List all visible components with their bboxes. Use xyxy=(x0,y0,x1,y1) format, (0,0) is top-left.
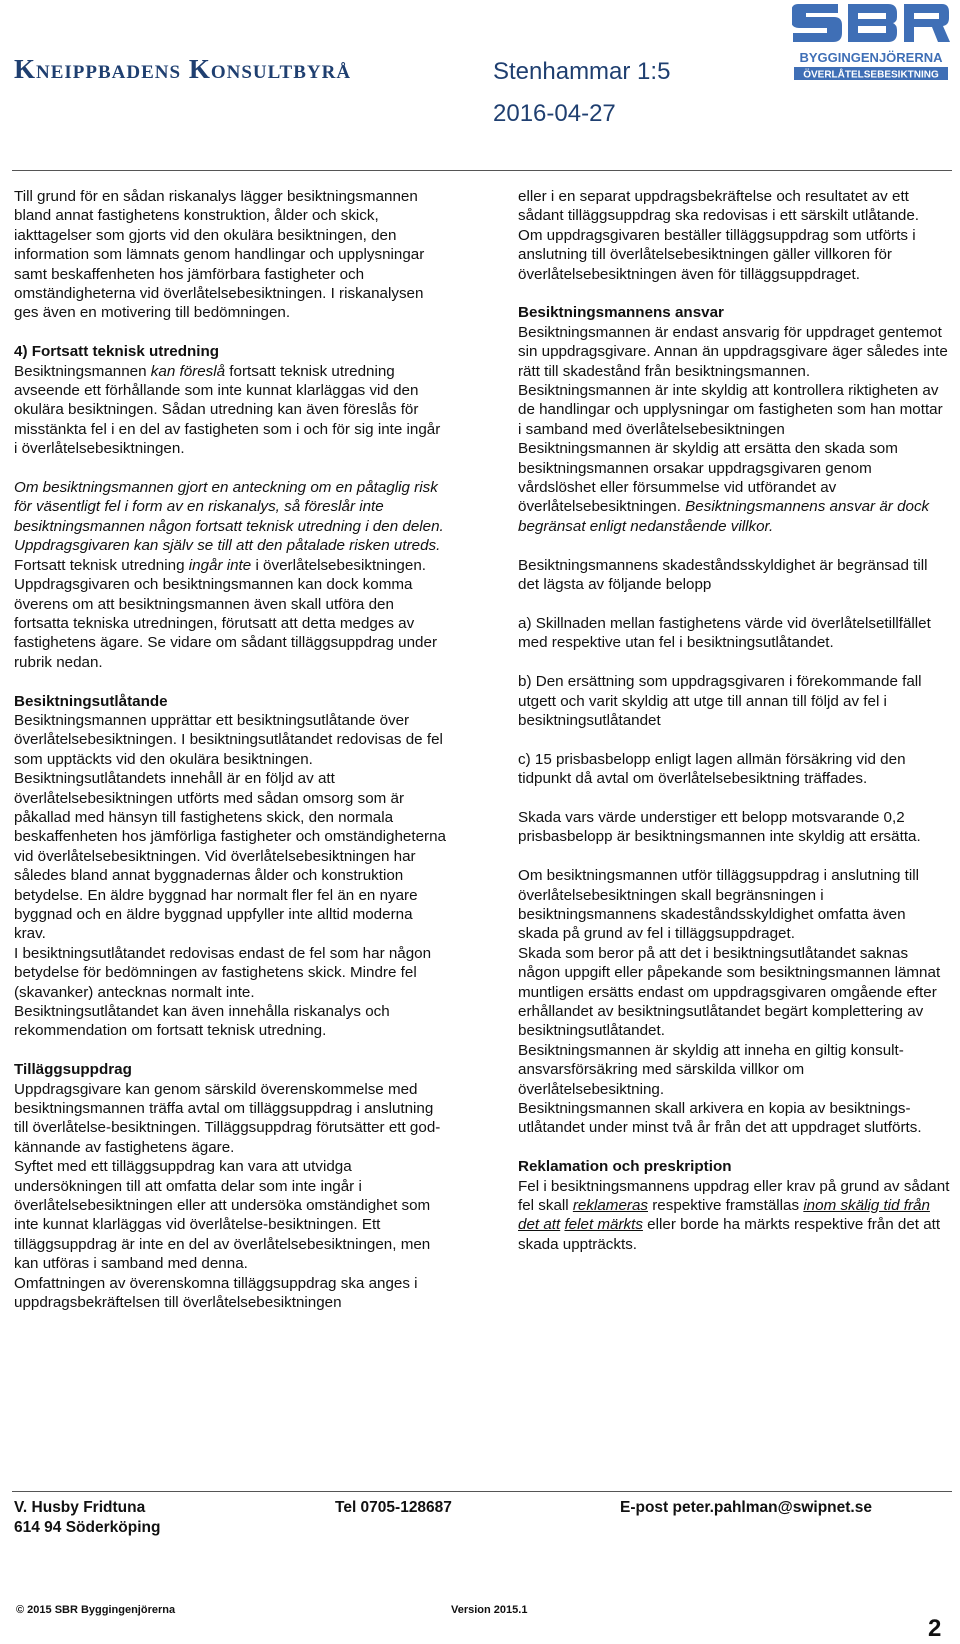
text-run: Besiktningsmannen är skyldig att ersätta den skada som besiktningsmannen orsakar uppdragsgivaren genom vårdslöshet eller försummelse vid utförandet av överlåtelsebesiktningen. xyxy=(518,440,898,516)
reklamation-text xyxy=(518,1177,950,1255)
text-run-underlined: inom skälig tid från det att xyxy=(518,1197,930,1234)
tillagg-text-3: Omfattningen av överenskomna tilläggsuppdrag ska anges i uppdragsbekräftelsen till överlåtelsebesiktningen xyxy=(14,1274,418,1312)
fortsatt-utredning-text xyxy=(14,362,446,459)
footer-address: 614 94 Söderköping xyxy=(14,1519,161,1536)
footer-phone: Tel 0705-128687 xyxy=(335,1499,452,1516)
sbr-logo xyxy=(792,2,950,82)
tillagg-cont-text-1: eller i en separat uppdragsbekräftelse och resultatet av ett sådant tilläggsuppdrag ska redovisas i ett särskilt utlåtande. xyxy=(518,188,920,225)
heading-fortsatt-utredning: 4) Fortsatt teknisk utredning xyxy=(14,343,220,361)
text-run: i överlåtelsebesiktningen. Uppdragsgivaren och besiktningsmannen kan dock komma överens om att besiktningsmannen även skall utföra den fortsatta tekniska utredningen, förutsatt att detta medges av fastighetens ägare. Se vidare om sådant tilläggsuppdrag under rubrik nedan. xyxy=(14,556,437,671)
section-fortsatt-utredning xyxy=(14,342,446,458)
utlatande-text-2: Besiktningsutlåtandets innehåll är en följd av att överlåtelsebesiktningen utförts med sådan omsorg som är påkallad med hänsyn till fastighetens skick, den normala beskaffenheten hos jämförliga fastigheter och omständigheterna vid överlåtelsebesiktningen. Vid överlåtelsebesiktningen har således bland annat byggnadernas ålder och konstruktion betydelse. En äldre byggnad har normalt fler fel än en nyare byggnad och en äldre byggnad uppfyller inte alltid moderna krav. xyxy=(14,770,446,943)
text-run-underlined: felet märkts xyxy=(564,1216,643,1234)
heading-ansvar: Besiktningsmannens ansvar xyxy=(518,304,724,322)
ansvar-text-1: Besiktningsmannen är endast ansvarig för uppdraget gentemot sin uppdragsgivare. Annan än uppdragsgivare äger således inte rätt till skadestånd från besiktningsmannen. xyxy=(518,323,948,380)
text-run: respektive framställas xyxy=(648,1197,804,1214)
limit-item-a: a) Skillnaden mellan fastighetens värde vid överlåtelsetillfället med respektive utan fel i besiktningsutlåtandet. xyxy=(518,614,931,652)
tillagg-continued xyxy=(518,187,950,284)
limit-item-c: c) 15 prisbasbelopp enligt lagen allmän försäkring vid den tidpunkt då avtal om överlåtelsebesiktning träffades. xyxy=(518,750,906,788)
utlatande-text-3: I besiktningsutlåtandet redovisas endast de fel som har någon betydelse för bedömningen av fastighetens skick. Mindre fel (skavanker) antecknas normalt inte. xyxy=(14,944,432,1001)
text-run: Besiktningsmannen xyxy=(14,362,151,380)
text-run: Fortsatt teknisk utredning xyxy=(14,556,189,574)
heading-besiktningsutlatande: Besiktningsutlåtande xyxy=(14,692,168,710)
document-date: 2016-04-27 xyxy=(493,100,616,127)
skada-threshold: Skada vars värde understiger ett belopp motsvarande 0,2 prisbasbelopp är besiktningsmannen inte skyldig att ersätta. xyxy=(518,808,921,846)
section-ansvar xyxy=(518,303,950,536)
page-number: 2 xyxy=(928,1615,942,1642)
sbr-logo-mark xyxy=(792,2,950,82)
section-reklamation xyxy=(518,1157,950,1254)
risk-note-italic: Om besiktningsmannen gjort en anteckning om en påtaglig risk för väsentligt fel i form av en riskanalys, så föreslår inte besiktningsmannen någon fortsatt teknisk utredning i den delen. xyxy=(14,479,444,535)
footer-rule xyxy=(12,1491,952,1492)
tillagg-cont-text-2: Om uppdragsgivaren beställer tilläggsuppdrag som utförts i anslutning till överlåtelsebesiktningen gäller villkoren för överlåtelsebesiktningen även för tilläggsuppdraget. xyxy=(518,226,916,283)
copyright: © 2015 SBR Byggingenjörerna xyxy=(16,1604,176,1616)
ansvar-text-2: Besiktningsmannen är inte skyldig att kontrollera riktigheten av de handlingar och upplysningar om fastigheten som han mottar i samband med överlåtelsebesiktningen xyxy=(518,382,943,438)
text-run: eller borde ha märkts respektive från det att skada uppträckts. xyxy=(518,1216,941,1253)
utlatande-text-1: Besiktningsmannen upprättar ett besiktningsutlåtande över överlåtelsebesiktningen. I besiktningsutlåtandet redovisas de fel som upptäckts vid den okulära besiktningen. xyxy=(14,711,443,768)
tillagg-text-2: Syftet med ett tilläggsuppdrag kan vara att utvidga undersökningen till att omfatta delar som inte ingår i överlåtelsebesiktningen eller att undersöka omständighet som inte kunnat klarläggas vid överlåtelse-besiktningen. Ett tilläggsuppdrag är inte en del av överlåtelsebesiktningen, men kan utföras i samband med denna. xyxy=(14,1158,431,1273)
left-column xyxy=(14,187,446,1332)
fortsatt-utredning-ingar-inte xyxy=(14,556,446,672)
riskanalys-paragraph: Till grund för en sådan riskanalys lägger besiktningsmannen bland annat fastighetens konstruktion, ålder och skick, iakttagelser som gjorts vid den okulära besiktningen, den information som lämnats genom handlingar och upplysningar samt beskaffenheten hos jämförbara fastigheter och omständigheterna vid överlåtelsebesiktningen. I riskanalysen ges även en motivering till bedömningen. xyxy=(14,188,425,322)
ansvar-detail-2: Skada som beror på att det i besiktningsutlåtandet saknas någon uppgift eller påpekande som besiktningsmannen lämnat muntligen ersätts endast om uppdragsgivaren omgående efter erhållandet av besiktningsutlåtandet begärt komplettering av besiktningsutlåtandet. xyxy=(518,944,941,1040)
text-run-italic: kan föreslå xyxy=(150,362,226,380)
heading-tillaggsuppdrag: Tilläggsuppdrag xyxy=(14,1061,132,1079)
ansvar-details xyxy=(518,866,950,1138)
logo-text-2: ÖVERLÅTELSEBESIKTNING xyxy=(803,69,939,81)
risk-note-italic-2: Uppdragsgivaren kan själv se till att den påtalade risken utreds. xyxy=(14,537,441,555)
right-column xyxy=(518,187,950,1274)
footer-name: V. Husby Fridtuna xyxy=(14,1499,146,1516)
section-tillaggsuppdrag xyxy=(14,1060,446,1312)
version: Version 2015.1 xyxy=(451,1604,528,1616)
header-rule xyxy=(12,170,952,171)
tillagg-text-1: Uppdragsgivare kan genom särskild överenskommelse med besiktningsmannen träffa avtal om tilläggsuppdrag i anslutning till överlåtelse-besiktningen. Tilläggsuppdrag förutsätter ett god-kännande av fastighetens ägare. xyxy=(14,1080,441,1156)
section-besiktningsutlatande xyxy=(14,692,446,1041)
ansvar-text-3 xyxy=(518,439,950,536)
ansvar-detail-1: Om besiktningsmannen utför tilläggsuppdrag i anslutning till överlåtelsebesiktningen skall begränsningen i besiktningsmannens skadeståndsskyldighet omfatta även skada på grund av fel i tilläggsuppdraget. xyxy=(518,867,920,943)
ansvar-detail-4: Besiktningsmannen skall arkivera en kopia av besiktnings-utlåtandet under minst två år från det att uppdraget slutförts. xyxy=(518,1099,922,1137)
ansvar-detail-3: Besiktningsmannen är skyldig att inneha en giltig konsult-ansvarsförsäkring med särskilda villkor om överlåtelsebesiktning. xyxy=(518,1041,904,1098)
risk-note-block xyxy=(14,478,446,672)
text-run-underlined: reklameras xyxy=(572,1197,648,1214)
utlatande-text-4: Besiktningsutlåtandet kan även innehålla riskanalys och rekommendation om fortsatt teknisk utredning. xyxy=(14,1003,390,1040)
logo-text-1: BYGGINGENJÖRERNA xyxy=(799,50,943,65)
company-name: Kneippbadens Konsultbyrå xyxy=(14,54,352,84)
skadestand-limit: Besiktningsmannens skadeståndsskyldighet är begränsad till det lägsta av följande belopp xyxy=(518,556,928,594)
text-run-italic: Besiktningsmannens ansvar är dock begränsat enligt nedanstående villkor. xyxy=(518,498,930,535)
text-run: fortsatt teknisk utredning avseende ett förhållande som inte kunnat klarläggas vid den okulära besiktningen. Sådan utredning kan även föreslås för misstänkta fel i en del av fastigheten som i och för sig inte ingår i överlåtelsebesiktningen. xyxy=(14,362,441,458)
limit-item-b: b) Den ersättning som uppdragsgivaren i förekommande fall utgett och varit skyldig att utge till annan till följd av fel i besiktningsutlåtandet xyxy=(518,673,922,729)
property-designation: Stenhammar 1:5 xyxy=(493,58,671,85)
heading-reklamation: Reklamation och preskription xyxy=(518,1158,732,1176)
text-run: Fel i besiktningsmannens uppdrag eller krav på grund av sådant fel skall xyxy=(518,1177,950,1214)
text-run-italic: ingår inte xyxy=(188,556,252,574)
footer-email: E-post peter.pahlman@swipnet.se xyxy=(620,1499,872,1516)
